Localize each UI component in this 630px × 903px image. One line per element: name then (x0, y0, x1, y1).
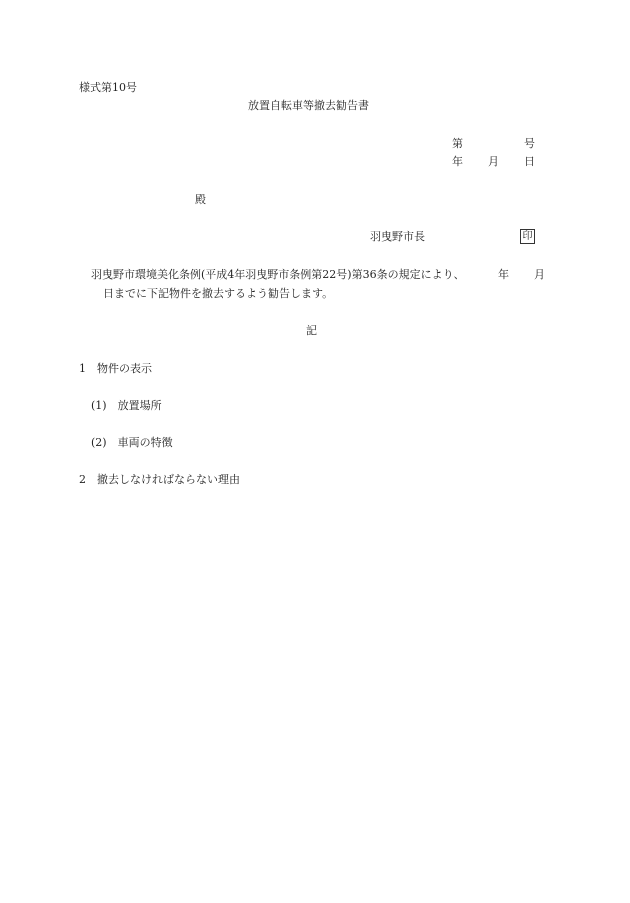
seal-mark: 印 (520, 229, 535, 244)
body-year: 年 (498, 268, 509, 281)
item-1-1-location: (1) 放置場所 (91, 399, 162, 412)
doc-number-prefix: 第 (452, 137, 463, 150)
body-line-2: 日までに下記物件を撤去するよう勧告します。 (103, 287, 334, 300)
date-day: 日 (524, 155, 535, 168)
issuer-name: 羽曳野市長 (370, 230, 425, 243)
item-2-heading: 2 撤去しなければならない理由 (79, 473, 240, 486)
body-line-1: 羽曳野市環境美化条例(平成4年羽曳野市条例第22号)第36条の規定により、 (91, 268, 465, 281)
body-month: 月 (534, 268, 545, 281)
item-1-heading: 1 物件の表示 (79, 362, 152, 375)
form-number: 様式第10号 (79, 81, 137, 94)
date-year: 年 (452, 155, 463, 168)
addressee-suffix: 殿 (195, 193, 206, 206)
doc-number-suffix: 号 (524, 137, 535, 150)
date-month: 月 (488, 155, 499, 168)
ki-heading: 記 (306, 324, 317, 337)
document-title: 放置自転車等撤去勧告書 (248, 99, 369, 112)
item-1-2-features: (2) 車両の特徴 (91, 436, 173, 449)
